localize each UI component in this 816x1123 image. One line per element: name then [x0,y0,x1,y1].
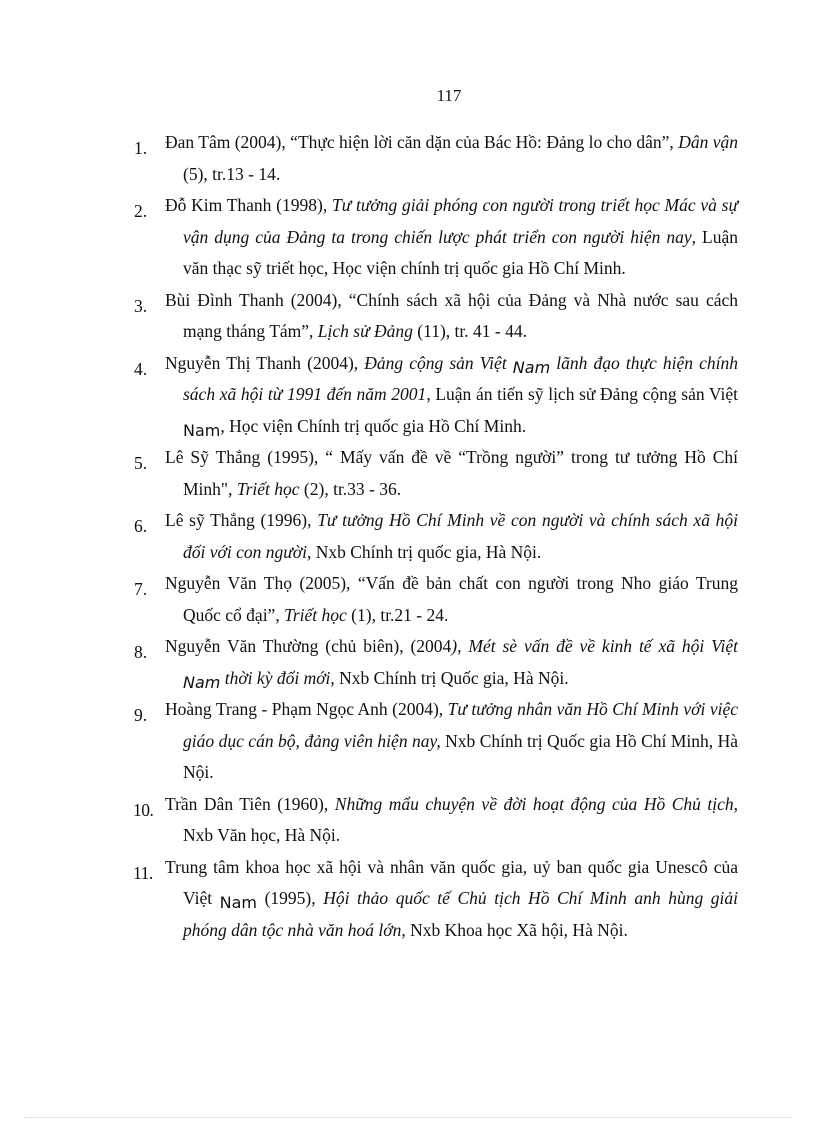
reference-segment: , Nxb Văn học, Hà Nội. [183,793,738,845]
reference-title-segment: Triết học [284,604,347,625]
reference-number: 2. [134,201,148,221]
reference-segment: Hoàng Trang - Phạm Ngọc Anh (2004), [165,699,448,719]
reference-segment: , Luận văn thạc sỹ triết học, Học viện chính trị quốc gia Hồ Chí Minh. [183,226,738,278]
reference-segment: Trần Dân Tiên (1960), [165,793,335,814]
reference-title-segment: lãnh đạo thực hiện chính sách xã hội từ 1991 đến năm 2001 [183,352,738,404]
reference-entry [132,348,738,443]
reference-text [165,852,738,947]
reference-title-segment: Tư tưởng Hồ Chí Minh về con người và chính sách xã hội đối với con người [183,510,738,562]
reference-text [165,789,738,852]
reference-number: 4. [134,358,148,379]
reference-segment: Đan Tâm (2004), “Thực hiện lời căn dặn của Bác Hồ: Đảng lo cho dân”, [165,132,679,152]
reference-title-segment: Lịch sử Đảng [317,321,413,341]
reference-text [165,631,738,694]
reference-title-segment: ), Mét sè vấn đề về kinh tế xã hội Việt [451,636,738,656]
reference-entry [132,442,738,505]
reference-segment: (2), tr.33 - 36. [299,478,402,499]
reference-entry [132,285,738,348]
page-bottom-divider [24,1117,792,1118]
reference-segment: (1), tr.21 - 24. [346,604,449,625]
reference-segment: , Nxb Khoa học Xã hội, Hà Nội. [401,919,628,940]
reference-number: 9. [134,705,148,725]
reference-number: 1. [134,138,148,158]
reference-entry [132,127,738,190]
reference-title-segment: Nam [512,357,551,377]
reference-entry [132,505,738,568]
reference-number: 7. [134,579,148,599]
reference-title-segment: Tư tưởng giải phóng con người trong triết học Mác và sự vận dụng của Đảng ta trong chiến lược phát triển con người hiện nay [183,195,739,247]
page-number: 117 [436,86,462,105]
reference-title-segment: Nam [183,672,221,692]
reference-number: 6. [134,516,148,536]
reference-number: 8. [134,642,148,662]
reference-title-segment: Đảng cộng sản Việt [364,352,513,373]
reference-segment: (1995), [257,888,324,908]
reference-entry [132,789,738,852]
reference-text [165,442,738,505]
reference-segment: Nguyễn Văn Thường (chủ biên), (2004 [165,636,452,656]
reference-text [165,190,738,285]
reference-title-segment: thời kỳ đổi mới, [220,667,335,688]
reference-entry [132,568,738,631]
reference-segment: (11), tr. 41 - 44. [412,321,527,341]
reference-segment: Lê sỹ Thắng (1996), [165,510,318,530]
reference-segment: Nguyễn Văn Thọ (2005), “Vấn đề bản chất con người trong Nho giáo Trung Quốc cổ đại”, [165,573,738,625]
reference-entry [132,190,738,285]
reference-segment: Nam [219,893,258,912]
reference-text [165,505,738,568]
reference-segment: (5), tr.13 - 14. [183,163,281,184]
reference-number: 5. [134,453,148,473]
reference-text [165,348,738,443]
reference-title-segment: Những mẩu chuyện về đời hoạt động của Hồ Chủ tịch [334,793,734,814]
reference-segment: Lê Sỹ Thắng (1995), “ Mấy vấn đề về “Trồng người” trong tư tưởng Hồ Chí Minh", [165,447,738,499]
reference-segment: Nxb Chính trị Quốc gia, Hà Nội. [334,667,569,688]
reference-number: 10. [133,799,154,820]
reference-segment: Đỗ Kim Thanh (1998), [165,195,332,215]
reference-segment: Nguyễn Thị Thanh (2004), [165,352,365,373]
reference-segment: , Nxb Chính trị quốc gia, Hà Nội. [306,541,542,562]
reference-text [165,285,738,348]
reference-segment: Nam [183,420,221,440]
reference-text [165,694,738,789]
reference-segment: Trung tâm khoa học xã hội và nhân văn quốc gia, uỷ ban quốc gia Unescô của Việt [165,856,738,908]
reference-segment: , Luận án tiến sỹ lịch sử Đảng cộng sản Việt [426,384,738,404]
reference-number: 11. [133,862,153,883]
reference-number: 3. [134,295,148,316]
reference-entry [132,852,738,947]
reference-segment: , Học viện Chính trị quốc gia Hồ Chí Minh. [220,415,527,436]
reference-list [132,127,738,946]
reference-text [165,127,738,190]
reference-entry [132,694,738,789]
reference-entry [132,631,738,694]
reference-text [165,568,738,631]
reference-title-segment: Triết học [236,478,300,499]
reference-segment: Bùi Đình Thanh (2004), “Chính sách xã hội của Đảng và Nhà nước sau cách mạng tháng Tám”, [165,289,738,341]
reference-title-segment: Hội thảo quốc tế Chủ tịch Hồ Chí Minh anh hùng giải phóng dân tộc nhà văn hoá lớn [183,888,738,940]
reference-title-segment: Dân vận [678,132,739,152]
reference-segment: Nxb Chính trị Quốc gia Hồ Chí Minh, Hà Nội. [183,730,738,782]
reference-title-segment: Tư tưởng nhân văn Hồ Chí Minh với việc giáo dục cán bộ, đảng viên hiện nay, [183,699,738,751]
